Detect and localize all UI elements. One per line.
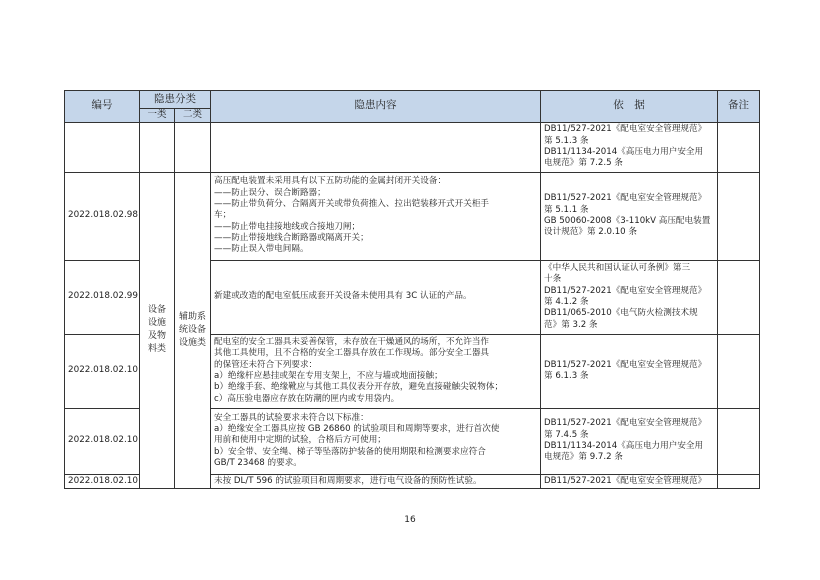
basis-line: DB11/065-2010《电气防火检测技术规: [544, 308, 698, 319]
remarks-cell: [718, 334, 760, 408]
hazard-content: [211, 122, 541, 172]
content-line: 配电室的安全工器具未妥善保管，未存放在干燥通风的场所，不允许当作: [214, 337, 490, 347]
content-line: ——防止带接地线合断路器或隔离开关；: [214, 233, 369, 244]
content-line: 车；: [214, 210, 232, 221]
remarks-cell: [718, 172, 760, 260]
content-line: ——防止误入带电间隔。: [214, 244, 309, 255]
basis-line: DB11/527-2021《配电室安全管理规范》: [544, 418, 707, 429]
header-level2: 二类: [175, 109, 211, 123]
content-line: 用前和使用中定期的试验，合格后方可使用；: [214, 435, 386, 446]
category-level2-line: 辅助系: [178, 311, 206, 322]
content-line: b）绝缘手套、绝缘靴应与其他工具仪表分开存放，避免直接碰触尖锐物体；: [214, 382, 504, 393]
header-level1: 一类: [140, 109, 175, 123]
basis-cell: [541, 172, 718, 260]
category-level2-line: 统设备: [178, 324, 206, 335]
basis-line: GB 50060-2008《3-110kV 高压配电装置: [544, 216, 711, 227]
table-row: [65, 122, 760, 172]
basis-line: 第 6.1.3 条: [544, 371, 589, 382]
content-line: 新建或改造的配电室低压成套开关设备未使用具有 3C 认证的产品。: [214, 291, 472, 302]
basis-cell: [541, 334, 718, 408]
row-number: [65, 122, 140, 172]
category-cell: [140, 122, 175, 172]
hazard-content: [211, 408, 541, 474]
basis-line: DB11/527-2021《配电室安全管理规范》: [544, 359, 707, 370]
remarks-cell: [718, 408, 760, 474]
header-content: 隐患内容: [211, 91, 541, 123]
basis-line: DB11/527-2021《配电室安全管理规范》: [544, 475, 707, 486]
hazard-content: [211, 172, 541, 260]
category-level2: [175, 172, 211, 489]
remarks-cell: [718, 122, 760, 172]
content-line: 高压配电装置未采用具有以下五防功能的金属封闭开关设备：: [214, 176, 447, 187]
basis-line: 设计规范》第 2.0.10 条: [544, 227, 637, 238]
content-line: ——防止带负荷分、合隔离开关或带负荷推入、拉出铠装移开式开关柜手: [214, 199, 490, 210]
basis-line: 十条: [544, 274, 562, 285]
header-category: 隐患分类: [140, 91, 211, 109]
basis-line: DB11/527-2021《配电室安全管理规范》: [544, 124, 707, 135]
category-level1: [140, 172, 175, 489]
hazard-content: [211, 260, 541, 334]
hazard-content: [211, 474, 541, 489]
basis-line: 第 5.1.3 条: [544, 135, 589, 146]
content-line: c）高压验电器应存放在防潮的匣内或专用袋内。: [214, 393, 400, 404]
content-line: 的保管还未符合下列要求：: [214, 359, 318, 370]
content-line: a）绝缘杆应悬挂或架在专用支架上，不应与墙或地面接触；: [214, 371, 443, 382]
basis-line: 电规范》第 7.2.5 条: [544, 158, 623, 169]
header-basis: 依 据: [541, 91, 718, 123]
basis-cell: [541, 122, 718, 172]
basis-line: 第 4.1.2 条: [544, 297, 589, 308]
content-line: ——防止带电挂接地线或合接地刀闸；: [214, 221, 361, 232]
category-level1-line: 及物: [147, 331, 166, 342]
basis-line: DB11/527-2021《配电室安全管理规范》: [544, 193, 707, 204]
remarks-cell: [718, 474, 760, 489]
header-remarks: 备注: [718, 91, 760, 123]
basis-line: 《中华人民共和国认证认可条例》第三: [544, 263, 691, 273]
content-line: 安全工器具的试验要求未符合以下标准：: [214, 412, 369, 423]
content-line: ——防止误分、误合断路器；: [214, 187, 326, 198]
header-number: 编号: [65, 91, 140, 123]
remarks-cell: [718, 260, 760, 334]
basis-line: DB11/1134-2014《高压电力用户安全用: [544, 441, 704, 452]
basis-line: DB11/1134-2014《高压电力用户安全用: [544, 147, 704, 158]
category-cell: [175, 122, 211, 172]
basis-line: DB11/527-2021《配电室安全管理规范》: [544, 285, 707, 296]
category-level1-line: 料类: [147, 344, 166, 355]
basis-line: 电规范》第 9.7.2 条: [544, 452, 623, 463]
table-body: [65, 122, 760, 489]
row-number: 2022.018.02.10: [65, 474, 140, 489]
category-level1-line: 设施: [147, 318, 166, 329]
category-level2-line: 设施类: [178, 337, 206, 348]
page-number: 16: [404, 515, 416, 525]
row-number: 2022.018.02.10: [65, 334, 140, 408]
content-line: 其他工具使用，且不合格的安全工器具存放在工作现场。部分安全工器具: [214, 348, 490, 359]
row-number: 2022.018.02.99: [65, 260, 140, 334]
content-line: 未按 DL/T 596 的试验项目和周期要求，进行电气设备的预防性试验。: [214, 475, 482, 486]
row-number: 2022.018.02.10: [65, 408, 140, 474]
basis-cell: [541, 408, 718, 474]
basis-line: 第 5.1.1 条: [544, 204, 589, 215]
hazard-content: [211, 334, 541, 408]
table-row: [65, 172, 760, 260]
basis-line: 第 7.4.5 条: [544, 429, 589, 440]
content-line: a）绝缘安全工器具应按 GB 26860 的试验项目和周期等要求，进行首次使: [214, 424, 500, 435]
row-number: 2022.018.02.98: [65, 172, 140, 260]
basis-cell: [541, 474, 718, 489]
basis-line: 范》第 3.2 条: [544, 319, 598, 330]
basis-cell: [541, 260, 718, 334]
hazard-table: [64, 90, 760, 489]
content-line: b）安全带、安全绳、梯子等坠落防护装备的使用期限和检测要求应符合: [214, 446, 486, 457]
content-line: GB/T 23468 的要求。: [214, 458, 302, 469]
category-level1-line: 设备: [147, 305, 166, 316]
